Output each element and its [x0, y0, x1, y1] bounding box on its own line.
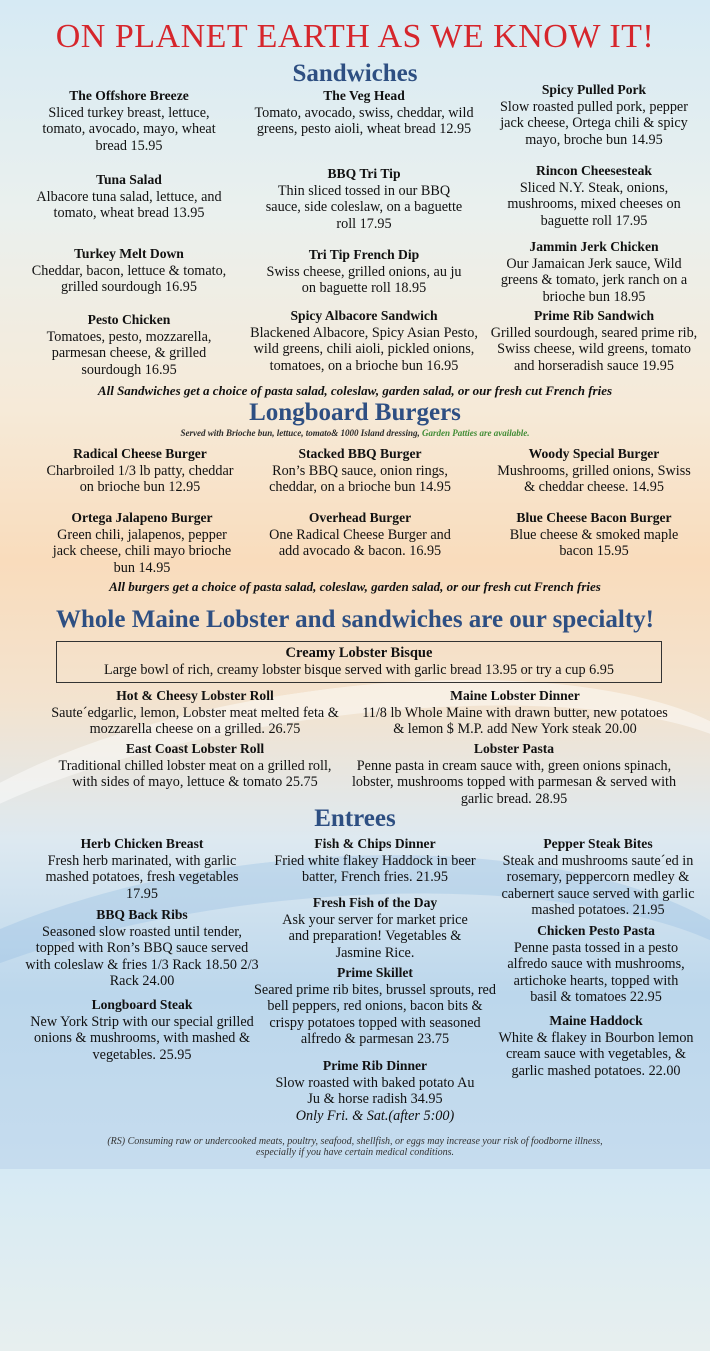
- item-name: BBQ Tri Tip: [327, 166, 401, 181]
- item-description: Sliced N.Y. Steak, onions, mushrooms, mixed cheeses on baguette roll 17.95: [507, 179, 681, 229]
- menu-item: [40, 446, 240, 496]
- item-name: Creamy Lobster Bisque: [285, 645, 433, 661]
- item-description: Charbroiled 1/3 lb patty, cheddar on brioche bun 12.95: [46, 462, 234, 496]
- item-description: Slow roasted pulled pork, pepper jack cheese, Ortega chili & spicy mayo, broche bun 14.95: [500, 98, 688, 148]
- menu-item: [262, 166, 466, 232]
- item-description: Seasoned slow roasted until tender, topped with Ron’s BBQ sauce served with coleslaw & fries 1/3 Rack 18.50 2/3 Rack 24.00: [25, 923, 259, 990]
- item-name: Tuna Salad: [96, 172, 162, 187]
- menu-item: [270, 836, 480, 886]
- item-description: Penne pasta in cream sauce with, green onions spinach, lobster, mushrooms topped with parmesan & served with garlic bread. 28.95: [351, 757, 677, 807]
- item-name: Hot & Cheesy Lobster Roll: [116, 688, 274, 703]
- item-description: Steak and mushrooms saute´ed in rosemary, peppercorn medley & cabernert sauce served with garlic mashed potatoes. 21.95: [501, 852, 695, 919]
- item-name: Herb Chicken Breast: [80, 836, 204, 851]
- menu-item: [24, 907, 260, 990]
- entrees-title: Entrees: [314, 805, 396, 832]
- menu-item: [48, 688, 342, 738]
- menu-item: [346, 741, 682, 807]
- item-description: Blackened Albacore, Spicy Asian Pesto, wild greens, chili aioli, pickled onions, tomatoes, on a brioche bun 16.95: [250, 324, 478, 374]
- item-description: Albacore tuna salad, lettuce, and tomato, wheat bread 13.95: [36, 188, 222, 222]
- item-description: Sliced turkey breast, lettuce, tomato, avocado, mayo, wheat bread 15.95: [42, 104, 216, 154]
- menu-item: [490, 82, 698, 148]
- menu-item: [28, 172, 230, 222]
- item-name: Prime Skillet: [337, 965, 413, 980]
- item-name: Pepper Steak Bites: [543, 836, 653, 851]
- item-name: Spicy Albacore Sandwich: [290, 308, 438, 323]
- item-name: Prime Rib Dinner: [322, 1058, 428, 1073]
- menu-item: [262, 247, 466, 297]
- item-name: The Veg Head: [323, 88, 405, 103]
- item-name: Fish & Chips Dinner: [314, 836, 436, 851]
- item-description: Penne pasta tossed in a pesto alfredo sauce with mushrooms, artichoke hearts, topped with basil & tomatoes 22.95: [507, 939, 685, 1006]
- menu-item: [268, 1058, 482, 1124]
- item-name: Maine Haddock: [549, 1013, 643, 1028]
- menu-item: [52, 510, 232, 576]
- menu-item: [262, 510, 458, 560]
- item-name: Rincon Cheesesteak: [536, 163, 652, 178]
- burgers-served-note: [0, 428, 710, 438]
- item-name: Ortega Jalapeno Burger: [71, 510, 213, 525]
- menu-item: [250, 965, 500, 1048]
- item-description: Thin sliced tossed in our BBQ sauce, side coleslaw, on a baguette roll 17.95: [265, 182, 463, 232]
- item-description: Grilled sourdough, seared prime rib, Swiss cheese, wild greens, tomato and horseradish sauce 19.95: [490, 324, 698, 374]
- sandwiches-title: Sandwiches: [292, 60, 418, 87]
- menu-item: [356, 688, 674, 738]
- menu-item: [490, 446, 698, 496]
- item-description: Seared prime rib bites, brussel sprouts, red bell peppers, red onions, bacon bits & crispy potatoes topped with seasoned alfredo & parmesan 23.75: [254, 981, 496, 1048]
- item-name: Fresh Fish of the Day: [312, 895, 438, 910]
- item-description: White & flakey in Bourbon lemon cream sauce with vegetables, & garlic mashed potatoes. 22.00: [498, 1029, 694, 1079]
- item-name: Lobster Pasta: [473, 741, 555, 756]
- item-description: Ask your server for market price and preparation! Vegetables & Jasmine Rice.: [282, 911, 468, 961]
- menu-item: [250, 88, 478, 138]
- lobster-title: Whole Maine Lobster and sandwiches are our specialty!: [56, 606, 654, 633]
- item-name: Prime Rib Sandwich: [533, 308, 655, 323]
- item-name: Turkey Melt Down: [74, 246, 184, 261]
- item-name: Chicken Pesto Pasta: [537, 923, 655, 938]
- burgers-sides-note: All burgers get a choice of pasta salad, coleslaw, garden salad, or our fresh cut French fries: [109, 579, 601, 594]
- item-description: 11/8 lb Whole Maine with drawn butter, new potatoes & lemon $ M.P. add New York steak 20.00: [362, 704, 668, 738]
- item-description: Green chili, jalapenos, pepper jack cheese, chili mayo brioche bun 14.95: [52, 526, 232, 576]
- item-name: Pesto Chicken: [87, 312, 171, 327]
- menu-item: [28, 88, 230, 154]
- sandwiches-sides-note: All Sandwiches get a choice of pasta salad, coleslaw, garden salad, or our fresh cut French fries: [97, 383, 613, 398]
- item-description: Saute´edgarlic, lemon, Lobster meat melted feta & mozzarella cheese on a grilled. 26.75: [51, 704, 339, 738]
- menu-item: [496, 1013, 696, 1079]
- menu-headline: ON PLANET EARTH AS WE KNOW IT!: [55, 18, 655, 55]
- bisque-box: [56, 641, 662, 683]
- item-description: Fried white flakey Haddock in beer batter, French fries. 21.95: [274, 852, 476, 886]
- item-name: Tri Tip French Dip: [308, 247, 420, 262]
- item-name: Blue Cheese Bacon Burger: [516, 510, 672, 525]
- item-name: Longboard Steak: [91, 997, 193, 1012]
- item-description: Traditional chilled lobster meat on a grilled roll, with sides of mayo, lettuce & tomato 25.75: [58, 757, 332, 791]
- item-description: Cheddar, bacon, lettuce & tomato, grilled sourdough 16.95: [31, 262, 227, 296]
- health-disclaimer: (RS) Consuming raw or undercooked meats, poultry, seafood, shellfish, or eggs may increase your risk of foodborne illness, especially if you have certain medical conditions.: [107, 1136, 603, 1158]
- item-name: Overhead Burger: [308, 510, 412, 525]
- item-name: Jammin Jerk Chicken: [529, 239, 659, 254]
- menu-item: [28, 312, 230, 378]
- item-name: BBQ Back Ribs: [96, 907, 188, 922]
- menu-item: [498, 163, 690, 229]
- item-description: Large bowl of rich, creamy lobster bisque served with garlic bread 13.95 or try a cup 6.95: [104, 662, 614, 678]
- item-description: Our Jamaican Jerk sauce, Wild greens & tomato, jerk ranch on a brioche bun 18.95: [500, 255, 688, 305]
- item-name: Stacked BBQ Burger: [298, 446, 422, 461]
- item-description: Tomatoes, pesto, mozzarella, parmesan cheese, & grilled sourdough 16.95: [46, 328, 212, 378]
- menu-item: [262, 446, 458, 496]
- item-description: Ron’s BBQ sauce, onion rings, cheddar, on a brioche bun 14.95: [269, 462, 451, 496]
- item-description: One Radical Cheese Burger and add avocado & bacon. 16.95: [269, 526, 451, 560]
- item-description: Mushrooms, grilled onions, Swiss & cheddar cheese. 14.95: [497, 462, 691, 496]
- menu-item: [492, 239, 696, 305]
- item-description: New York Strip with our special grilled onions & mushrooms, with mashed & vegetables. 25.95: [30, 1013, 254, 1063]
- garden-patties-text: Garden Patties are available.: [422, 428, 530, 438]
- item-description: Blue cheese & smoked maple bacon 15.95: [509, 526, 679, 560]
- item-name: The Offshore Breeze: [69, 88, 189, 103]
- menu-item: [498, 836, 698, 919]
- item-description: Fresh herb marinated, with garlic mashed potatoes, fresh vegetables 17.95: [45, 852, 239, 902]
- menu-item: [36, 836, 248, 902]
- menu-item: [488, 308, 700, 374]
- item-availability: Only Fri. & Sat.(after 5:00): [295, 1107, 455, 1124]
- item-name: Spicy Pulled Pork: [541, 82, 647, 97]
- item-description: Swiss cheese, grilled onions, au ju on baguette roll 18.95: [266, 263, 462, 297]
- menu-item: [48, 741, 342, 791]
- item-name: Woody Special Burger: [528, 446, 660, 461]
- menu-item: [500, 923, 692, 1006]
- menu-item: [30, 997, 254, 1063]
- item-name: East Coast Lobster Roll: [125, 741, 265, 756]
- menu-item: [28, 246, 230, 296]
- menu-item: [276, 895, 474, 961]
- menu-item: [244, 308, 484, 374]
- item-name: Radical Cheese Burger: [73, 446, 207, 461]
- served-with-text: Served with Brioche bun, lettuce, tomato& 1000 Island dressing,: [180, 428, 420, 438]
- item-name: Maine Lobster Dinner: [450, 688, 580, 703]
- item-description: Slow roasted with baked potato Au Ju & horse radish 34.95: [275, 1074, 475, 1108]
- burgers-title: Longboard Burgers: [249, 399, 461, 426]
- menu-item: [500, 510, 688, 560]
- item-description: Tomato, avocado, swiss, cheddar, wild greens, pesto aioli, wheat bread 12.95: [254, 104, 474, 138]
